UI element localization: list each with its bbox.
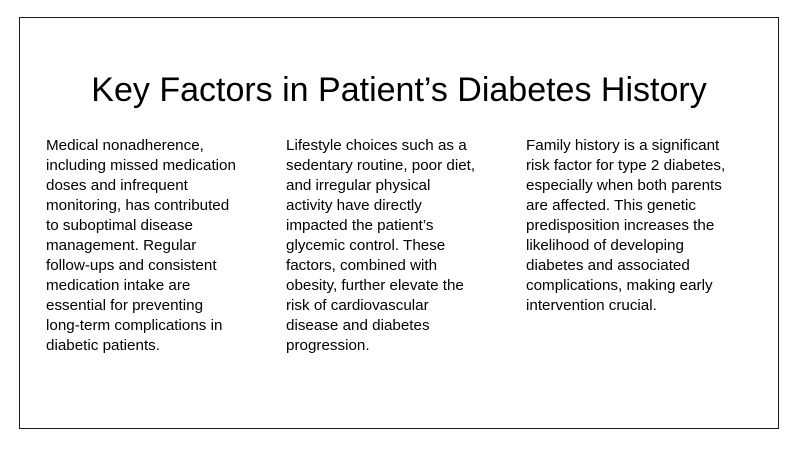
- column-medical-nonadherence: [46, 136, 272, 356]
- text-line: factors, combined with: [286, 257, 438, 274]
- slide-title: Key Factors in Patient’s Diabetes History: [91, 71, 707, 109]
- text-line: follow-ups and consistent: [46, 257, 217, 274]
- text-line: monitoring, has contributed: [46, 197, 230, 214]
- text-line: essential for preventing: [46, 297, 204, 314]
- text-line: long-term complications in: [46, 317, 223, 334]
- text-line: Medical nonadherence,: [46, 137, 204, 154]
- column-family-history: [526, 136, 758, 316]
- text-line: to suboptimal disease: [46, 217, 193, 234]
- text-line: sedentary routine, poor diet,: [286, 157, 476, 174]
- slide: [19, 17, 779, 429]
- text-line: especially when both parents: [526, 177, 722, 194]
- text-line: and irregular physical: [286, 177, 431, 194]
- text-line: diabetic patients.: [46, 337, 160, 354]
- text-line: obesity, further elevate the: [286, 277, 464, 294]
- text-line: likelihood of developing: [526, 237, 684, 254]
- text-line: including missed medication: [46, 157, 236, 174]
- text-line: predisposition increases the: [526, 217, 715, 234]
- text-line: impacted the patient’s: [286, 217, 434, 234]
- text-line: progression.: [286, 337, 370, 354]
- text-line: Family history is a significant: [526, 137, 720, 154]
- text-line: diabetes and associated: [526, 257, 690, 274]
- text-line: disease and diabetes: [286, 317, 430, 334]
- text-line: complications, making early: [526, 277, 713, 294]
- column-lifestyle-choices: [286, 136, 508, 356]
- text-line: Lifestyle choices such as a: [286, 137, 467, 154]
- text-line: management. Regular: [46, 237, 197, 254]
- text-line: risk of cardiovascular: [286, 297, 429, 314]
- text-line: doses and infrequent: [46, 177, 188, 194]
- text-line: glycemic control. These: [286, 237, 446, 254]
- text-line: risk factor for type 2 diabetes,: [526, 157, 726, 174]
- text-line: intervention crucial.: [526, 297, 657, 314]
- text-line: are affected. This genetic: [526, 197, 696, 214]
- text-line: medication intake are: [46, 277, 191, 294]
- text-line: activity have directly: [286, 197, 422, 214]
